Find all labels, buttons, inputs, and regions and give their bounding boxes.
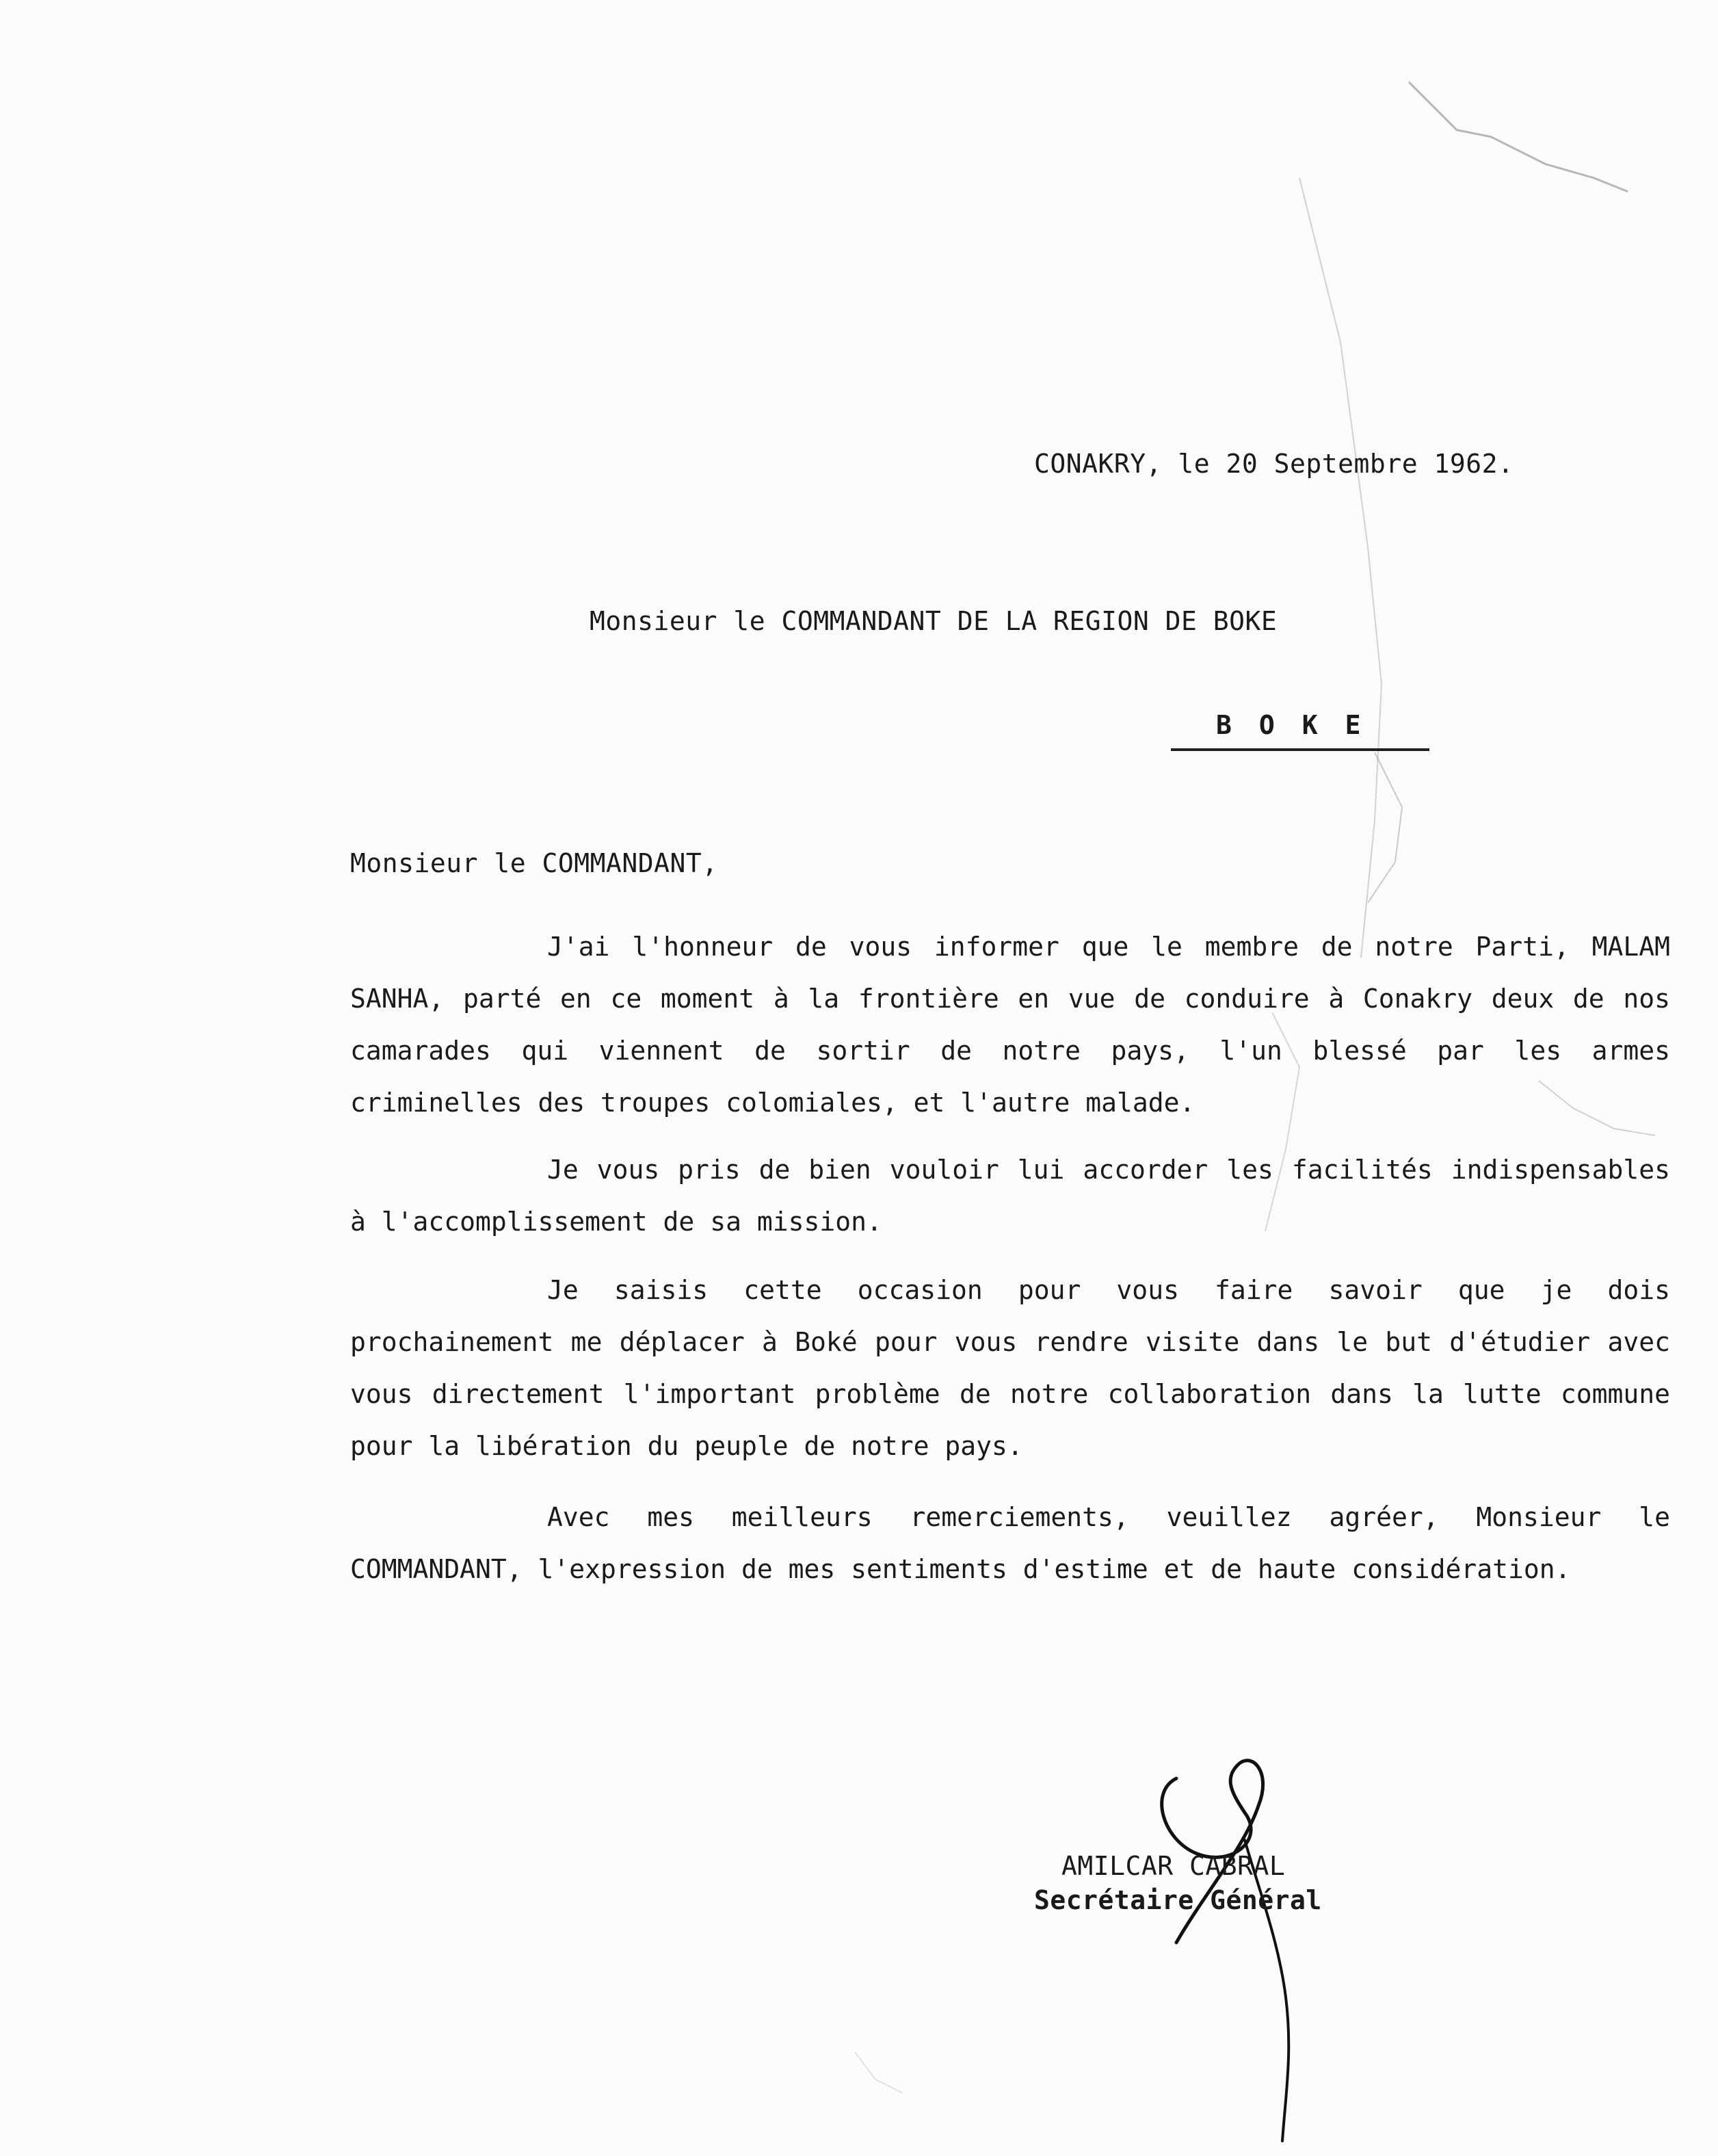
letter-recipient: Monsieur le COMMANDANT DE LA REGION DE BOKE — [590, 606, 1278, 636]
letter-paragraph-2: Je vous pris de bien vouloir lui accorder les facilités indispensables à l'accomplissement de sa mission. — [350, 1155, 1670, 1237]
letter-date: CONAKRY, le 20 Septembre 1962. — [1034, 449, 1514, 479]
letter-paragraph-1: J'ai l'honneur de vous informer que le membre de notre Parti, MALAM SANHA, parté en ce moment à la frontière en vue de conduire à Conakry deux de nos camarades qui viennent de sortir de notre pays, l'un blessé par les armes criminelles des troupes colomiales, et l'autre malade. — [350, 932, 1670, 1118]
letter-paragraph-3: Je saisis cette occasion pour vous faire savoir que je dois prochainement me déplacer à Boké pour vous rendre visite dans le but d'étudier avec vous directement l'important problème de notre collaboration dans la lutte commune pour la libération du peuple de notre pays. — [350, 1275, 1670, 1461]
city-underline — [1171, 748, 1429, 751]
letter-paragraph-4: Avec mes meilleurs remerciements, veuillez agréer, Monsieur le COMMANDANT, l'expression de mes sentiments d'estime et de haute considération. — [350, 1502, 1670, 1584]
handwritten-signature — [1122, 1737, 1340, 2148]
signatory-title: Secrétaire Général — [1034, 1885, 1322, 1915]
signatory-name: AMILCAR CABRAL — [1061, 1851, 1286, 1881]
letter-salutation: Monsieur le COMMANDANT, — [350, 848, 718, 878]
letter-city: BOKE — [1216, 710, 1388, 740]
